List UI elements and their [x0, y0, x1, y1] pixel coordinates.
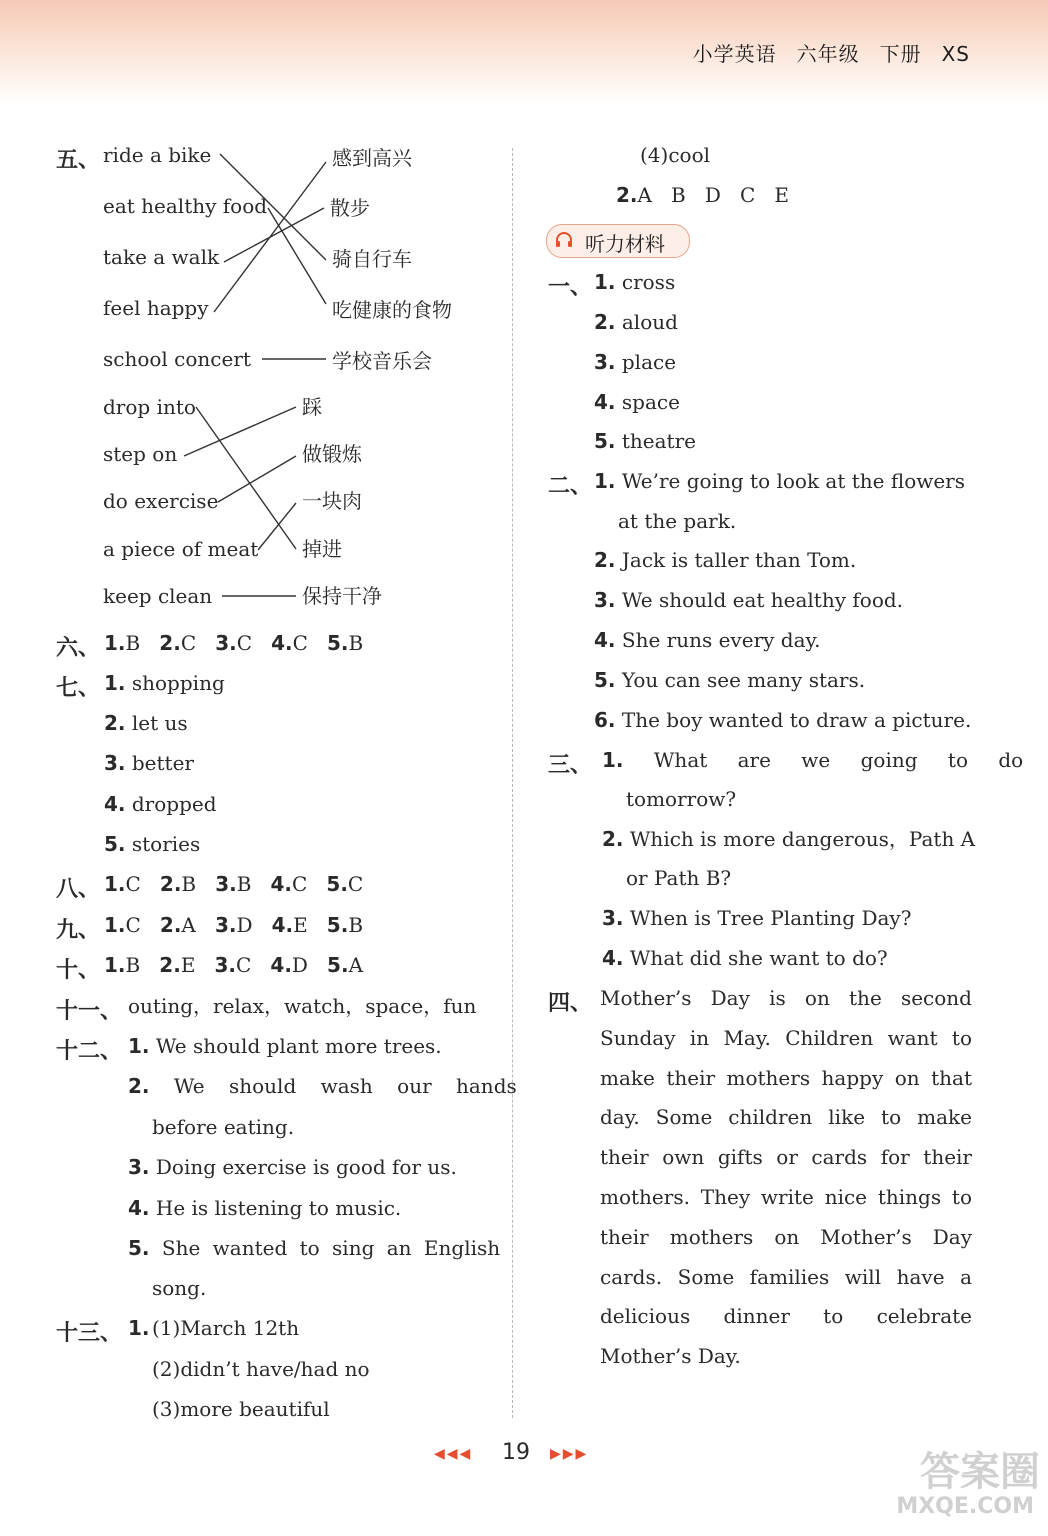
passage-line: make their mothers happy on that	[600, 1065, 972, 1090]
list-item	[104, 671, 225, 695]
answer: B	[236, 872, 252, 896]
list-item-cont: before eating.	[152, 1115, 295, 1139]
answer: better	[131, 751, 194, 775]
volume-label: 下册	[879, 42, 922, 66]
answer: C	[125, 872, 141, 896]
q-num: 2.	[159, 953, 181, 977]
list-item: (1)March 12th	[152, 1316, 300, 1340]
answer: B	[348, 631, 364, 655]
q-num: 3.	[104, 751, 126, 775]
listening-mark-2: 二、	[548, 474, 593, 499]
q-num: 1.	[594, 270, 616, 294]
q-num: 1.	[104, 631, 126, 655]
answer: D	[236, 913, 253, 937]
match-line	[218, 456, 296, 502]
answer-row	[104, 872, 363, 896]
section-mark-6: 六、	[56, 636, 101, 661]
q-num: 2.	[159, 872, 182, 896]
q-num: 4.	[271, 631, 293, 655]
q-num: 3.	[594, 588, 616, 612]
answer: She runs every day.	[621, 628, 821, 652]
watermark-text: 答案圈	[920, 1449, 1040, 1495]
q-num: 6.	[594, 708, 616, 732]
q-num: 3.	[214, 913, 237, 937]
q-num: 2.	[104, 711, 126, 735]
answer: D	[291, 953, 308, 977]
section-mark-12: 十二、	[56, 1039, 123, 1064]
list-item	[128, 1236, 500, 1260]
listening-material-badge	[546, 224, 690, 258]
answer: The boy wanted to draw a picture.	[621, 708, 972, 732]
answer: dropped	[131, 792, 217, 816]
listening-mark-3: 三、	[548, 753, 593, 778]
match-right-item: 学校音乐会	[332, 349, 432, 373]
list-item-cont: song.	[152, 1276, 207, 1300]
q-num: 5.	[128, 1236, 150, 1260]
q-num: 4.	[594, 628, 616, 652]
passage-line: cards. Some families will have a	[600, 1264, 972, 1289]
answer: When is Tree Planting Day?	[629, 906, 912, 930]
match-left-item: keep clean	[103, 584, 213, 608]
answer: We’re going to look at the flowers	[621, 469, 966, 493]
watermark-url: MXQE.COM	[896, 1494, 1034, 1519]
match-left-item: eat healthy food	[103, 194, 268, 218]
answer: You can see many stars.	[621, 668, 866, 692]
answer-text: outing，relax，watch，space，fun	[128, 994, 477, 1018]
q-num: 2.	[602, 827, 624, 851]
q-num: 1.	[104, 872, 126, 896]
q-num: 2.	[594, 310, 616, 334]
answer: space	[621, 390, 680, 414]
match-right-item: 掉进	[302, 537, 342, 561]
list-item	[104, 751, 194, 775]
answer: C	[236, 953, 252, 977]
list-item	[602, 827, 975, 851]
answer: aloud	[621, 310, 678, 334]
list-item: (3)more beautiful	[152, 1397, 330, 1421]
match-line	[258, 503, 296, 550]
list-item-cont: at the park.	[618, 509, 737, 533]
answer: What did she want to do?	[629, 946, 888, 970]
list-item	[128, 1034, 442, 1058]
q-num: 1.	[594, 469, 616, 493]
q-num: 4.	[594, 390, 616, 414]
list-item	[104, 711, 188, 735]
list-item	[594, 548, 856, 572]
answer: She wanted to sing an English	[161, 1236, 501, 1260]
answer: C	[292, 872, 308, 896]
q-num: 3.	[594, 350, 616, 374]
edition-label: XS	[941, 42, 970, 66]
passage-line: day. Some children like to make	[600, 1105, 972, 1130]
answer: B	[348, 913, 364, 937]
passage-line: Sunday in May. Children want to	[600, 1025, 972, 1050]
section-mark-7: 七、	[56, 676, 101, 701]
answer: What are we going to do	[653, 748, 1024, 772]
answer: C	[125, 913, 141, 937]
answer: B	[181, 872, 197, 896]
q-num: 1.	[104, 953, 126, 977]
q-num: 2.	[594, 548, 616, 572]
list-item	[594, 588, 903, 612]
listening-title: 听力材料	[585, 232, 665, 256]
answer: E	[774, 183, 789, 207]
grade-label: 六年级	[796, 42, 860, 66]
answer: shopping	[131, 671, 225, 695]
q-num: 5.	[594, 668, 616, 692]
answer: D	[704, 183, 721, 207]
q-num: 1.	[128, 1034, 150, 1058]
answer: C	[180, 631, 197, 655]
q-num: 2.	[128, 1074, 150, 1098]
answer: He is listening to music.	[155, 1196, 402, 1220]
q-num: 5.	[104, 832, 126, 856]
answer: C	[236, 631, 253, 655]
passage-line: Mother’s Day.	[600, 1344, 741, 1369]
match-right-item: 骑自行车	[332, 247, 412, 271]
match-left-item: take a walk	[103, 245, 220, 269]
section-mark-10: 十、	[56, 958, 101, 983]
match-left-item: feel happy	[103, 296, 209, 320]
section-mark-5: 五、	[56, 148, 101, 173]
match-right-item: 散步	[330, 196, 370, 220]
q-num: 4.	[602, 946, 624, 970]
q-num: 5.	[326, 913, 349, 937]
headphone-icon	[555, 231, 573, 253]
q-num: 3.	[602, 906, 624, 930]
q-num: 3.	[215, 631, 237, 655]
list-item: (4)cool	[640, 143, 711, 167]
q-num: 2.	[159, 913, 182, 937]
match-right-item: 感到高兴	[332, 146, 412, 170]
list-item	[602, 946, 888, 970]
list-item-cont: tomorrow?	[626, 787, 737, 811]
match-right-item: 吃健康的食物	[332, 298, 452, 322]
answer: E	[180, 953, 196, 977]
match-line	[214, 162, 326, 312]
answer-row	[104, 953, 363, 977]
list-item	[594, 270, 675, 294]
match-left-item: a piece of meat	[103, 537, 259, 561]
listening-mark-1: 一、	[548, 275, 593, 300]
q-num: 1.	[104, 671, 126, 695]
match-right-item: 做锻炼	[302, 442, 362, 466]
list-item-cont: or Path B?	[626, 866, 732, 890]
answer: Which is more dangerous，Path A	[629, 827, 976, 851]
answer: E	[293, 913, 308, 937]
list-item	[594, 469, 965, 493]
answer: We should eat healthy food.	[621, 588, 904, 612]
page-number: 19	[502, 1440, 530, 1465]
answer: B	[671, 183, 686, 207]
passage-line: their own gifts or cards for their	[600, 1145, 972, 1170]
passage-line: Mother’s Day is on the second	[600, 986, 972, 1010]
q-num: 5.	[594, 429, 616, 453]
answer: We should plant more trees.	[155, 1034, 442, 1058]
list-item	[128, 1155, 457, 1179]
q-num: 3.	[128, 1155, 150, 1179]
section-mark-13: 十三、	[56, 1321, 123, 1346]
answer: A	[637, 183, 652, 207]
list-item	[594, 350, 676, 374]
prev-arrows-icon: ◀◀◀	[434, 1446, 473, 1462]
q-num: 5.	[326, 872, 348, 896]
answer: C	[739, 183, 756, 207]
match-right-item: 保持干净	[302, 584, 382, 608]
answer: Jack is taller than Tom.	[621, 548, 857, 572]
answer-row	[616, 183, 789, 207]
list-item	[104, 792, 217, 816]
answer-row	[104, 913, 363, 937]
section-mark-11: 十一、	[56, 999, 123, 1024]
q-num: 5.	[327, 631, 349, 655]
list-item	[104, 832, 200, 856]
answer: C	[347, 872, 364, 896]
answer: C	[292, 631, 308, 655]
list-item	[594, 390, 680, 414]
list-item	[602, 906, 911, 930]
list-item	[594, 310, 678, 334]
q-num: 4.	[270, 872, 293, 896]
answer-row	[104, 631, 363, 655]
q-num: 4.	[128, 1196, 150, 1220]
passage-line: mothers. They write nice things to	[600, 1184, 972, 1209]
q-num: 1.	[602, 748, 624, 772]
answer: A	[348, 953, 364, 977]
list-item	[128, 1074, 517, 1098]
section-mark-8: 八、	[56, 877, 101, 902]
q-num: 3.	[214, 953, 237, 977]
answer: place	[621, 350, 677, 374]
section-mark-9: 九、	[56, 918, 101, 943]
list-item	[594, 668, 865, 692]
match-right-item: 一块肉	[302, 489, 362, 513]
answer: cross	[621, 270, 676, 294]
answer: A	[181, 913, 196, 937]
answer: B	[125, 953, 141, 977]
q-num: 2.	[616, 183, 638, 207]
passage-line: their mothers on Mother’s Day	[600, 1224, 972, 1249]
q-num: 4.	[271, 913, 294, 937]
q-num: 3.	[215, 872, 237, 896]
list-item	[594, 628, 821, 652]
answer: B	[125, 631, 141, 655]
passage-line: delicious dinner to celebrate	[600, 1304, 972, 1329]
q-num: 4.	[104, 792, 126, 816]
subject-label: 小学英语	[692, 42, 777, 66]
match-left-item: school concert	[103, 347, 251, 371]
q-num: 1.	[104, 913, 126, 937]
watermark-logo	[860, 1440, 1040, 1530]
q-num: 2.	[159, 631, 181, 655]
answer: let us	[131, 711, 188, 735]
list-item: (2)didn’t have/had no	[152, 1357, 370, 1381]
next-arrows-icon: ▶▶▶	[550, 1446, 589, 1462]
answer: Doing exercise is good for us.	[155, 1155, 457, 1179]
answer: We should wash our hands	[173, 1074, 517, 1098]
list-item	[602, 748, 1023, 772]
list-item	[594, 429, 696, 453]
match-left-item: ride a bike	[103, 143, 212, 167]
answer: stories	[131, 832, 201, 856]
listening-mark-4: 四、	[548, 991, 593, 1016]
match-left-item: step on	[103, 442, 178, 466]
list-item	[594, 708, 971, 732]
match-left-item: do exercise	[103, 489, 219, 513]
list-item	[128, 1196, 401, 1220]
passage	[600, 979, 972, 1377]
answer: theatre	[621, 429, 696, 453]
q-num: 1.	[128, 1316, 150, 1340]
q-num: 4.	[270, 953, 292, 977]
match-right-item: 踩	[302, 395, 322, 419]
q-num: 5.	[327, 953, 349, 977]
match-left-item: drop into	[103, 395, 196, 419]
